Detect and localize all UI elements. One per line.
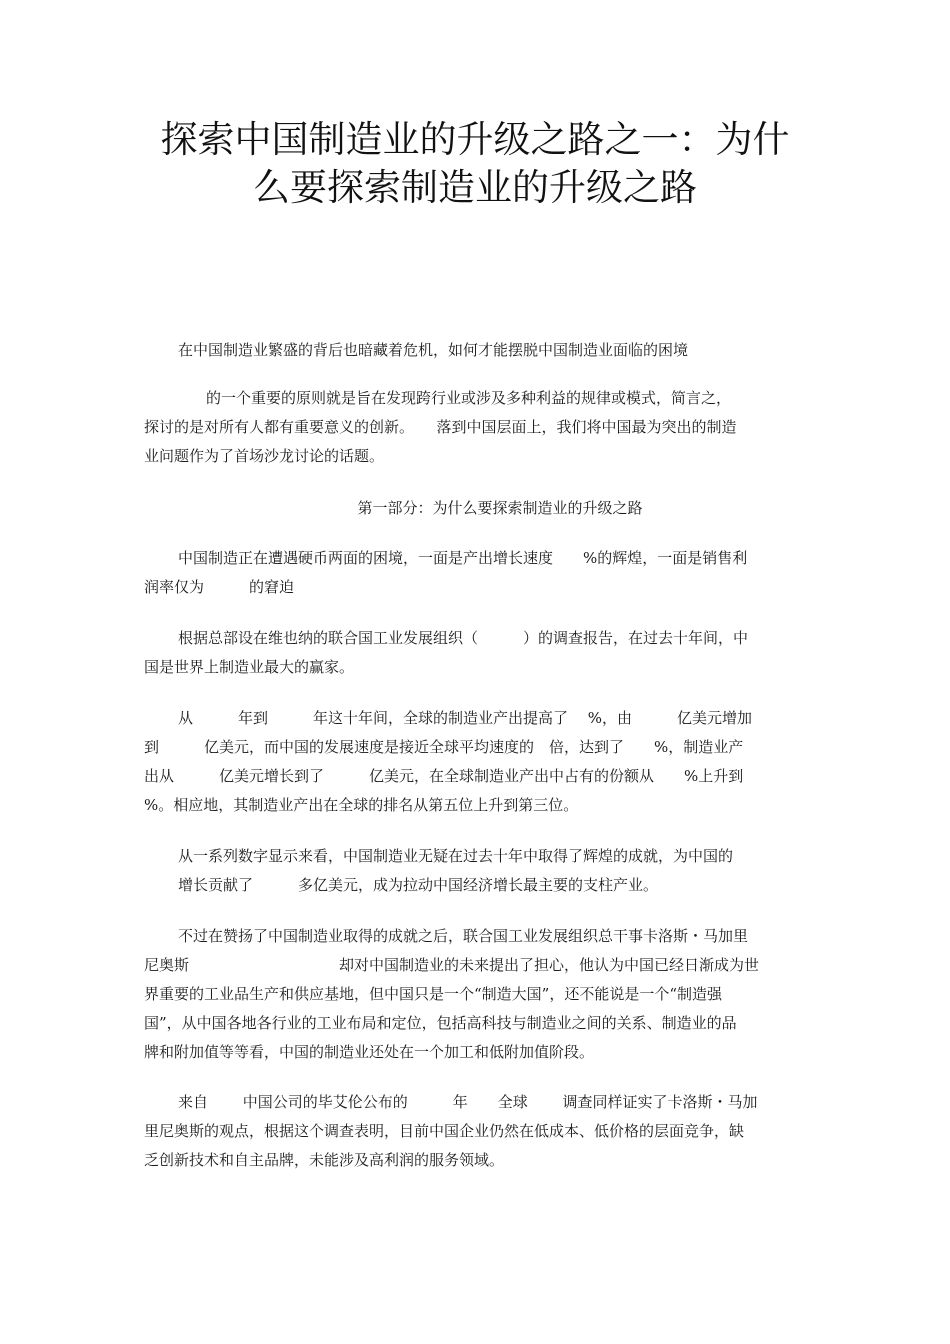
paragraph-intro (144, 336, 808, 365)
paragraph-line: 增长贡献了 多亿美元，成为拉动中国经济增长最主要的支柱产业。 (178, 876, 659, 894)
paragraph-line: 探讨的是对所有人都有重要意义的创新。 落到中国层面上，我们将中国最为突出的制造 (144, 418, 737, 436)
paragraph-line: %。相应地，其制造业产出在全球的排名从第五位上升到第三位。 (144, 796, 579, 814)
paragraph-line: 根据总部设在维也纳的联合国工业发展组织（ ）的调查报告，在过去十年间，中 (178, 629, 749, 647)
paragraph-concerns (144, 922, 808, 1067)
paragraph-unido-report (144, 624, 808, 682)
paragraph-line: 润率仅为 的窘迫 (144, 578, 295, 596)
paragraph-line: 在中国制造业繁盛的背后也暗藏着危机，如何才能摆脱中国制造业面临的困境 (178, 341, 689, 359)
paragraph-line: 从一系列数字显示来看，中国制造业无疑在过去十年中取得了辉煌的成就，为中国的 (178, 847, 734, 865)
paragraph-line: 里尼奥斯的观点，根据这个调查表明，目前中国企业仍然在低成本、低价格的层面竞争，缺 (144, 1122, 745, 1140)
paragraph-line: 国”，从中国各地各行业的工业布局和定位，包括高科技与制造业之间的关系、制造业的品 (144, 1014, 737, 1032)
paragraph-survey (144, 1088, 808, 1175)
paragraph-principle (144, 384, 808, 471)
paragraph-line: 来自 中国公司的毕艾伦公布的 年 全球 调查同样证实了卡洛斯・马加 (178, 1093, 758, 1111)
paragraph-line: 牌和附加值等等看，中国的制造业还处在一个加工和低附加值阶段。 (144, 1043, 595, 1061)
paragraph-line: 尼奥斯 却对中国制造业的未来提出了担心，他认为中国已经日渐成为世 (144, 956, 760, 974)
paragraph-line: 中国制造正在遭遇硬币两面的困境，一面是产出增长速度 %的辉煌，一面是销售利 (178, 549, 748, 567)
title-line-1: 探索中国制造业的升级之路之一：为什 (160, 118, 790, 161)
paragraph-line: 到 亿美元，而中国的发展速度是接近全球平均速度的 倍，达到了 %，制造业产 (144, 738, 744, 756)
paragraph-line: 不过在赞扬了中国制造业取得的成就之后，联合国工业发展组织总干事卡洛斯・马加里 (178, 927, 749, 945)
paragraph-line: 从 年到 年这十年间，全球的制造业产出提高了 %，由 亿美元增加 (178, 709, 753, 727)
document-title (120, 116, 830, 212)
paragraph-line: 国是世界上制造业最大的赢家。 (144, 658, 355, 676)
paragraph-line: 界重要的工业品生产和供应基地，但中国只是一个“制造大国”，还不能说是一个“制造强 (144, 985, 723, 1003)
paragraph-line: 业问题作为了首场沙龙讨论的话题。 (144, 447, 385, 465)
paragraph-output-statistics (144, 704, 808, 820)
paragraph-dilemma (144, 544, 808, 602)
paragraph-achievements (144, 842, 808, 900)
paragraph-line: 乏创新技术和自主品牌，未能涉及高利润的服务领域。 (144, 1151, 505, 1169)
section-heading: 第一部分：为什么要探索制造业的升级之路 (357, 499, 643, 517)
title-line-2: 么要探索制造业的升级之路 (253, 166, 697, 209)
paragraph-line: 的一个重要的原则就是旨在发现跨行业或涉及多种利益的规律或模式，简言之， (206, 389, 732, 407)
paragraph-line: 出从 亿美元增长到了 亿美元，在全球制造业产出中占有的份额从 %上升到 (144, 767, 744, 785)
